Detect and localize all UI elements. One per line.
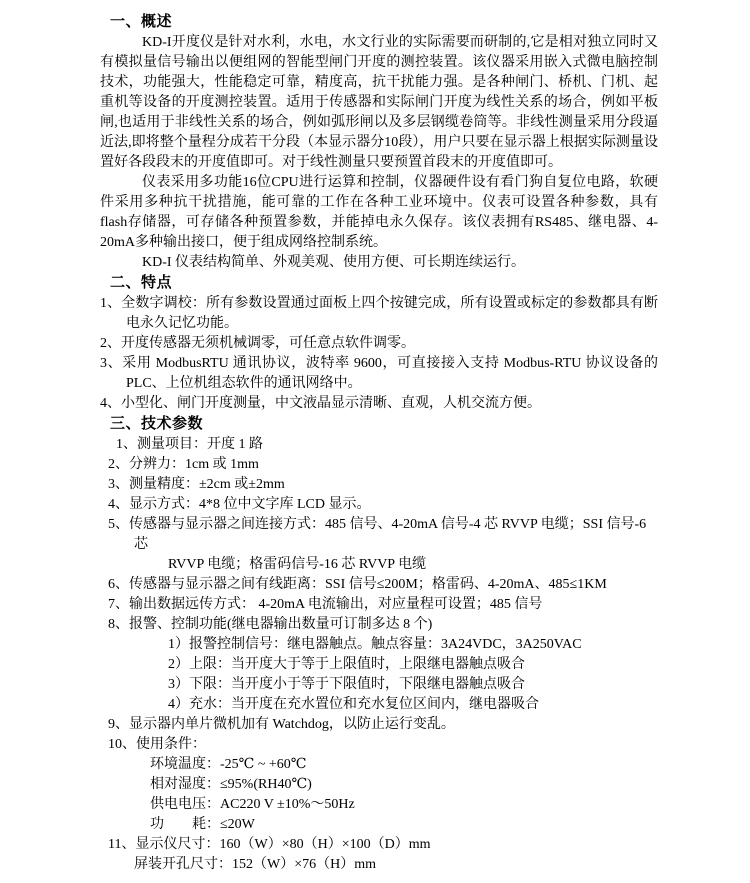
section-specs — [100, 414, 658, 875]
section-features — [100, 273, 658, 414]
spec-item-3: 3、测量精度：±2cm 或±2mm — [108, 477, 285, 492]
spec-item-8: 8、报警、控制功能(继电器输出数量可订制多达 8 个) — [108, 617, 433, 632]
spec-item-8-sub-2: 2）上限：当开度大于等于上限值时，上限继电器触点吸合 — [168, 657, 525, 672]
spec-item-10-sub-3: 供电电压：AC220 V ±10%～50Hz — [150, 797, 355, 812]
feature-item-3: 3、采用 ModbusRTU 通讯协议，波特率 9600，可直接接入支持 Modbus-RTU 协议设备的 PLC、上位机组态软件的通讯网络中。 — [100, 356, 658, 391]
spec-item-6: 6、传感器与显示器之间有线距离：SSI 信号≤200M；格雷码、4-20mA、485≤1KM — [108, 577, 607, 592]
overview-paragraph-1: KD-I开度仪是针对水利，水电，水文行业的实际需要而研制的,它是相对独立同时又有模拟量信号输出以便组网的智能型闸门开度的测控装置。该仪器采用嵌入式微电脑控制技术，功能强大，性能稳定可靠，精度高，抗干扰能力强。是各种闸门、桥机、门机、起重机等设备的开度测控装置。适用于传感器和实际闸门开度为线性关系的场合，例如平板闸,也适用于非线性关系的场合，例如弧形闸以及多层钢缆卷筒等。非线性测量采用分段逼近法,即将整个量程分成若干分段（本显示器分10段），用户只要在显示器上根据实际测量设置好各段段末的开度值即可。对于线性测量只要预置首段末的开度值即可。 — [100, 35, 658, 170]
spec-item-9: 9、显示器内单片微机加有 Watchdog，以防止运行变乱。 — [108, 717, 455, 732]
spec-item-5-continuation: RVVP 电缆；格雷码信号-16 芯 RVVP 电缆 — [168, 557, 427, 572]
feature-item-1: 1、全数字调校：所有参数设置通过面板上四个按键完成，所有设置或标定的参数都具有断电永久记忆功能。 — [100, 296, 658, 331]
spec-item-10-sub-1: 环境温度：-25℃ ~ +60℃ — [150, 757, 307, 772]
spec-item-10: 10、使用条件： — [108, 737, 206, 752]
spec-item-10-sub-2: 相对湿度：≤95%(RH40℃) — [150, 777, 312, 792]
spec-item-5: 5、传感器与显示器之间连接方式：485 信号、4-20mA 信号-4 芯 RVVP 电缆；SSI 信号-6 芯 — [108, 517, 647, 552]
spec-item-7: 7、输出数据远传方式： 4-20mA 电流输出，对应量程可设置；485 信号 — [108, 597, 543, 612]
overview-paragraph-3: KD-I 仪表结构简单、外观美观、使用方便、可长期连续运行。 — [142, 255, 526, 270]
spec-item-10-sub-4: 功 耗：≤20W — [150, 817, 255, 832]
spec-item-2: 2、分辨力：1cm 或 1mm — [108, 457, 259, 472]
spec-item-1: 1、测量项目：开度 1 路 — [116, 437, 263, 452]
spec-item-11: 11、显示仪尺寸：160（W）×80（H）×100（D）mm — [108, 837, 431, 852]
section-overview — [100, 12, 658, 273]
overview-paragraph-2: 仪表采用多功能16位CPU进行运算和控制，仪器硬件设有看门狗自复位电路，软硬件采用多种抗干扰措施，能可靠的工作在各种工业环境中。仪表可设置各种参数，具有flash存储器，可存储各种预置参数，并能掉电永久保存。该仪表拥有RS485、继电器、4-20mA多种输出接口，便于组成网络控制系统。 — [100, 175, 658, 250]
section-heading-specs: 三、技术参数 — [110, 416, 204, 432]
feature-item-4: 4、小型化、闸门开度测量，中文液晶显示清晰、直观，人机交流方便。 — [100, 396, 541, 411]
section-heading-overview: 一、概述 — [110, 14, 173, 30]
spec-item-11-sub-1: 屏装开孔尺寸：152（W）×76（H）mm — [134, 857, 376, 872]
spec-item-8-sub-1: 1）报警控制信号：继电器触点。触点容量：3A24VDC，3A250VAC — [168, 637, 582, 652]
spec-item-8-sub-4: 4）充水：当开度在充水置位和充水复位区间内，继电器吸合 — [168, 697, 539, 712]
spec-item-4: 4、显示方式：4*8 位中文字库 LCD 显示。 — [108, 497, 371, 512]
feature-item-2: 2、开度传感器无须机械调零，可任意点软件调零。 — [100, 336, 415, 351]
spec-item-8-sub-3: 3）下限：当开度小于等于下限值时，下限继电器触点吸合 — [168, 677, 525, 692]
section-heading-features: 二、特点 — [110, 275, 173, 291]
